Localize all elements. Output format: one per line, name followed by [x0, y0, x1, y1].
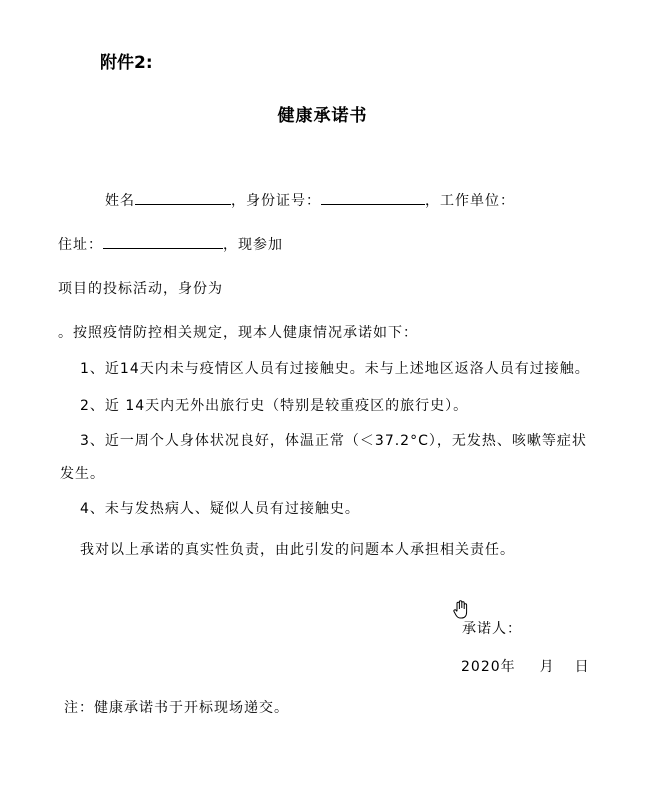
item-3: 3、近一周个人身体状况良好，体温正常（＜37.2°C），无发热、咳嗽等症状	[80, 433, 587, 449]
info-line-2	[58, 234, 283, 254]
signer-label: 承诺人：	[462, 621, 522, 637]
name-label: 姓名	[105, 193, 135, 209]
item-3-continued: 发生。	[60, 466, 105, 482]
pledge-statement: 我对以上承诺的真实性负责，由此引发的问题本人承担相关责任。	[80, 542, 515, 558]
date-line	[461, 656, 590, 676]
date-year: 2020年	[461, 659, 516, 675]
item-1: 1、近14天内未与疫情区人员有过接触史。未与上述地区返洛人员有过接触。	[80, 361, 590, 377]
id-label: ，身份证号：	[231, 193, 321, 209]
participate-text: ，现参加	[223, 237, 283, 253]
name-blank[interactable]	[135, 190, 231, 205]
intro-line: 。按照疫情防控相关规定，现本人健康情况承诺如下：	[58, 325, 418, 341]
attachment-label: 附件2:	[100, 53, 153, 73]
document-title: 健康承诺书	[277, 106, 368, 126]
date-month: 月	[539, 659, 555, 675]
address-blank[interactable]	[103, 234, 223, 249]
item-4: 4、未与发热病人、疑似人员有过接触史。	[80, 501, 360, 517]
work-unit-label: ，工作单位：	[425, 193, 515, 209]
project-line: 项目的投标活动，身份为	[58, 281, 223, 297]
footnote: 注：健康承诺书于开标现场递交。	[64, 700, 289, 716]
date-day: 日	[574, 659, 590, 675]
info-line-1	[105, 190, 515, 210]
item-2: 2、近 14天内无外出旅行史（特别是较重疫区的旅行史）。	[80, 398, 469, 414]
address-label: 住址：	[58, 237, 103, 253]
id-number-blank[interactable]	[321, 190, 425, 205]
